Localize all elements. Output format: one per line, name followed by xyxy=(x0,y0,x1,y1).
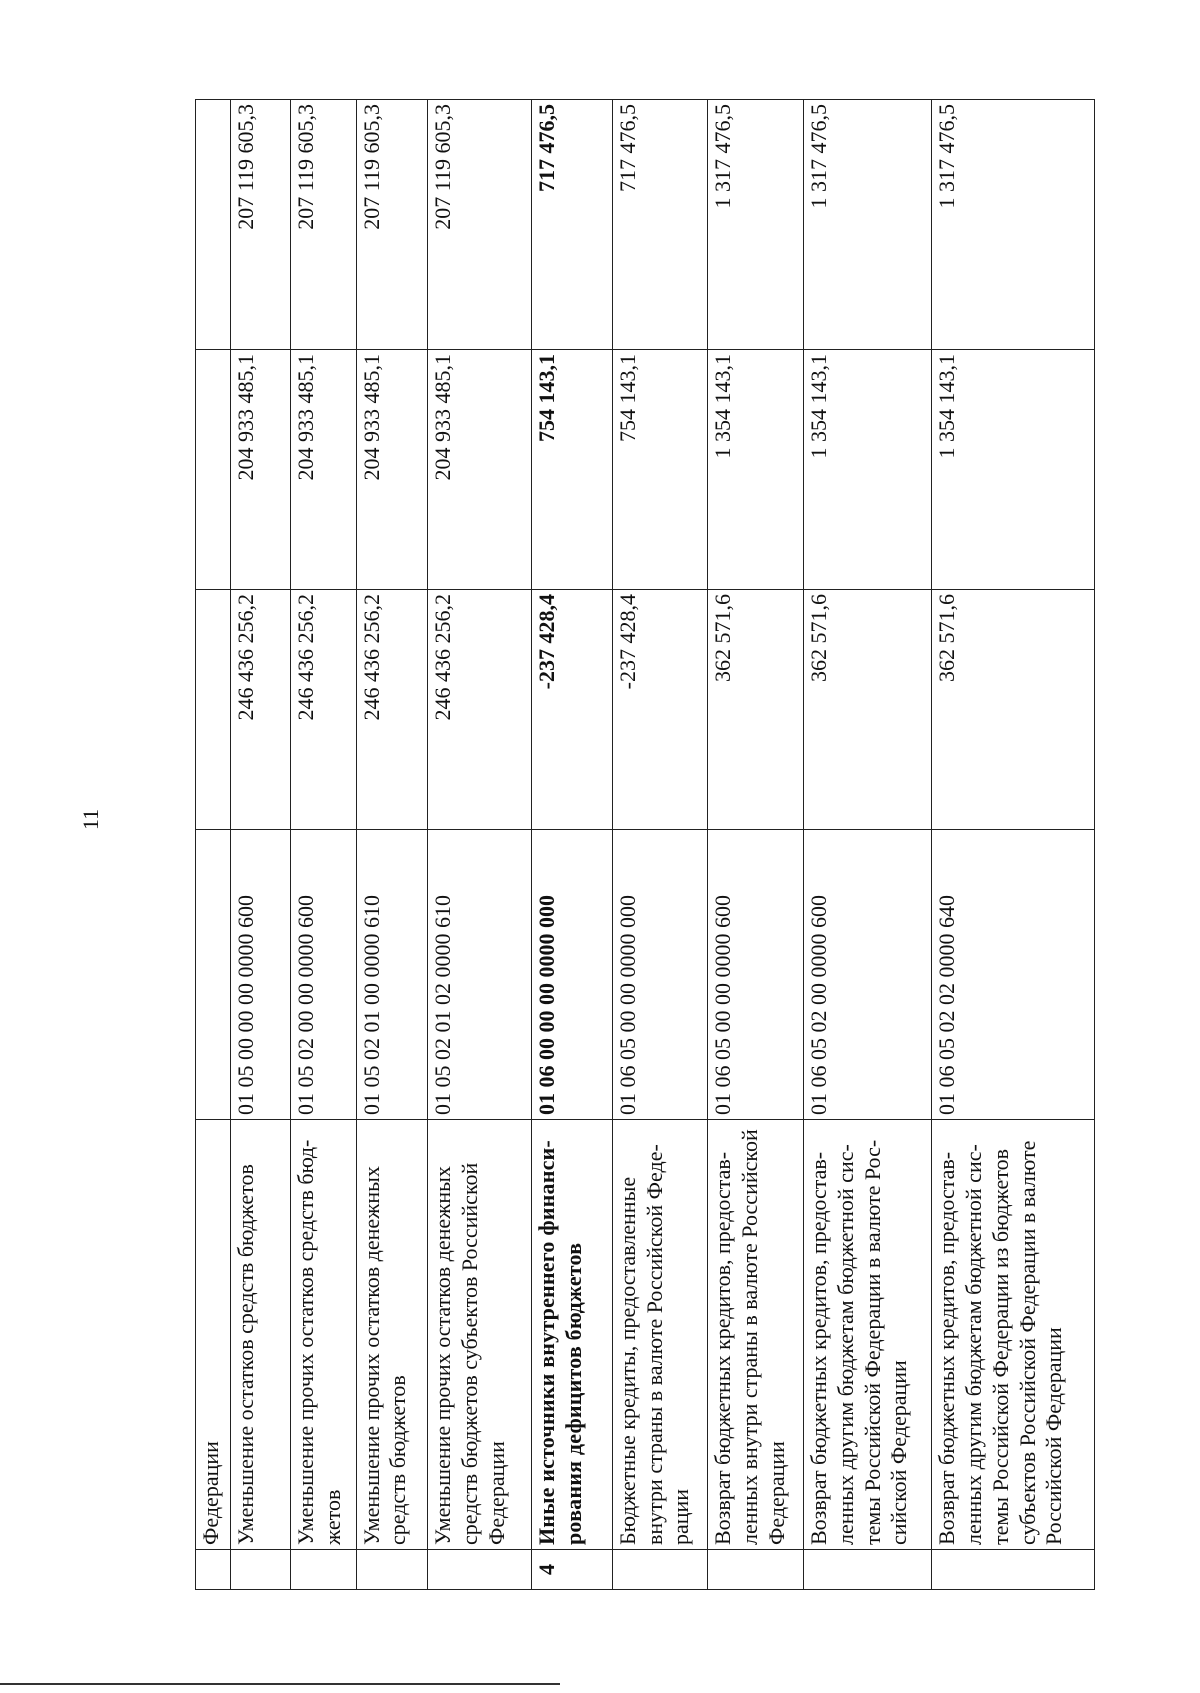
row-name-cell: Уменьшение прочих остатков денежных средств бюджетов xyxy=(356,1120,428,1550)
row-name-cell: Уменьшение остатков средств бюджетов xyxy=(230,1120,291,1550)
row-name-cell: Иные источники внутреннего финанси-рования дефицитов бюджетов xyxy=(532,1120,612,1550)
row-value-2-cell: 1 354 143,1 xyxy=(932,350,1095,590)
row-code-cell: 01 06 00 00 00 0000 000 xyxy=(532,830,612,1120)
table-body xyxy=(196,100,1095,1590)
row-value-2-cell: 204 933 485,1 xyxy=(291,350,356,590)
table-row xyxy=(932,100,1095,1590)
table-row xyxy=(532,100,612,1590)
table-row xyxy=(803,100,931,1590)
row-value-3-cell: 207 119 605,3 xyxy=(291,100,356,350)
row-code-cell: 01 05 02 00 00 0000 600 xyxy=(291,830,356,1120)
row-value-2-cell xyxy=(196,350,231,590)
table-row xyxy=(291,100,356,1590)
row-value-3-cell: 1 317 476,5 xyxy=(803,100,931,350)
row-name-cell: Возврат бюджетных кредитов, предостав-ленных внутри страны в валюте Российской Федерации xyxy=(708,1120,804,1550)
row-value-2-cell: 204 933 485,1 xyxy=(230,350,291,590)
row-number-cell xyxy=(291,1550,356,1590)
table-row xyxy=(230,100,291,1590)
page-number: 11 xyxy=(78,808,103,830)
row-value-3-cell xyxy=(196,100,231,350)
row-code-cell xyxy=(196,830,231,1120)
table-row xyxy=(196,100,231,1590)
row-number-cell xyxy=(196,1550,231,1590)
row-value-1-cell: 246 436 256,2 xyxy=(428,590,532,830)
row-code-cell: 01 05 00 00 00 0000 600 xyxy=(230,830,291,1120)
budget-sources-table xyxy=(195,99,1095,1590)
row-name-cell: Возврат бюджетных кредитов, предостав-ленных другим бюджетам бюджетной сис-темы Российской Федерации в валюте Рос-сийской Федерации xyxy=(803,1120,931,1550)
row-value-1-cell: 246 436 256,2 xyxy=(230,590,291,830)
table-row xyxy=(356,100,428,1590)
row-value-1-cell: 246 436 256,2 xyxy=(356,590,428,830)
row-value-1-cell: 362 571,6 xyxy=(932,590,1095,830)
row-code-cell: 01 06 05 00 00 0000 000 xyxy=(612,830,708,1120)
table-row xyxy=(708,100,804,1590)
row-value-3-cell: 1 317 476,5 xyxy=(708,100,804,350)
row-name-cell: Возврат бюджетных кредитов, предостав-ленных другим бюджетам бюджетной сис-темы Российской Федерации из бюджетов субъектов Российской Федерации в валюте Российской Федерации xyxy=(932,1120,1095,1550)
row-value-2-cell: 1 354 143,1 xyxy=(803,350,931,590)
row-value-2-cell: 754 143,1 xyxy=(532,350,612,590)
row-value-2-cell: 754 143,1 xyxy=(612,350,708,590)
row-value-3-cell: 717 476,5 xyxy=(532,100,612,350)
row-number-cell xyxy=(803,1550,931,1590)
row-number-cell xyxy=(708,1550,804,1590)
row-code-cell: 01 06 05 00 00 0000 600 xyxy=(708,830,804,1120)
row-value-3-cell: 207 119 605,3 xyxy=(356,100,428,350)
row-code-cell: 01 05 02 01 00 0000 610 xyxy=(356,830,428,1120)
row-number-cell xyxy=(428,1550,532,1590)
rotated-table-container xyxy=(195,100,1095,1590)
footer-rule xyxy=(0,1683,560,1685)
row-value-3-cell: 207 119 605,3 xyxy=(230,100,291,350)
row-name-cell: Федерации xyxy=(196,1120,231,1550)
row-number-cell xyxy=(356,1550,428,1590)
row-number-cell xyxy=(230,1550,291,1590)
row-value-1-cell: 362 571,6 xyxy=(708,590,804,830)
row-code-cell: 01 06 05 02 02 0000 640 xyxy=(932,830,1095,1120)
row-number-cell: 4 xyxy=(532,1550,612,1590)
row-value-1-cell: 362 571,6 xyxy=(803,590,931,830)
row-value-3-cell: 1 317 476,5 xyxy=(932,100,1095,350)
row-value-2-cell: 1 354 143,1 xyxy=(708,350,804,590)
row-value-3-cell: 717 476,5 xyxy=(612,100,708,350)
row-value-1-cell: 246 436 256,2 xyxy=(291,590,356,830)
row-value-2-cell: 204 933 485,1 xyxy=(356,350,428,590)
row-code-cell: 01 05 02 01 02 0000 610 xyxy=(428,830,532,1120)
row-code-cell: 01 06 05 02 00 0000 600 xyxy=(803,830,931,1120)
row-name-cell: Бюджетные кредиты, предоставленные внутри страны в валюте Российской Феде-рации xyxy=(612,1120,708,1550)
row-name-cell: Уменьшение прочих остатков денежных средств бюджетов субъектов Российской Федерации xyxy=(428,1120,532,1550)
row-value-2-cell: 204 933 485,1 xyxy=(428,350,532,590)
row-value-1-cell: -237 428,4 xyxy=(612,590,708,830)
row-value-1-cell: -237 428,4 xyxy=(532,590,612,830)
row-number-cell xyxy=(932,1550,1095,1590)
row-value-3-cell: 207 119 605,3 xyxy=(428,100,532,350)
row-number-cell xyxy=(612,1550,708,1590)
table-row xyxy=(428,100,532,1590)
row-name-cell: Уменьшение прочих остатков средств бюд-жетов xyxy=(291,1120,356,1550)
row-value-1-cell xyxy=(196,590,231,830)
table-row xyxy=(612,100,708,1590)
